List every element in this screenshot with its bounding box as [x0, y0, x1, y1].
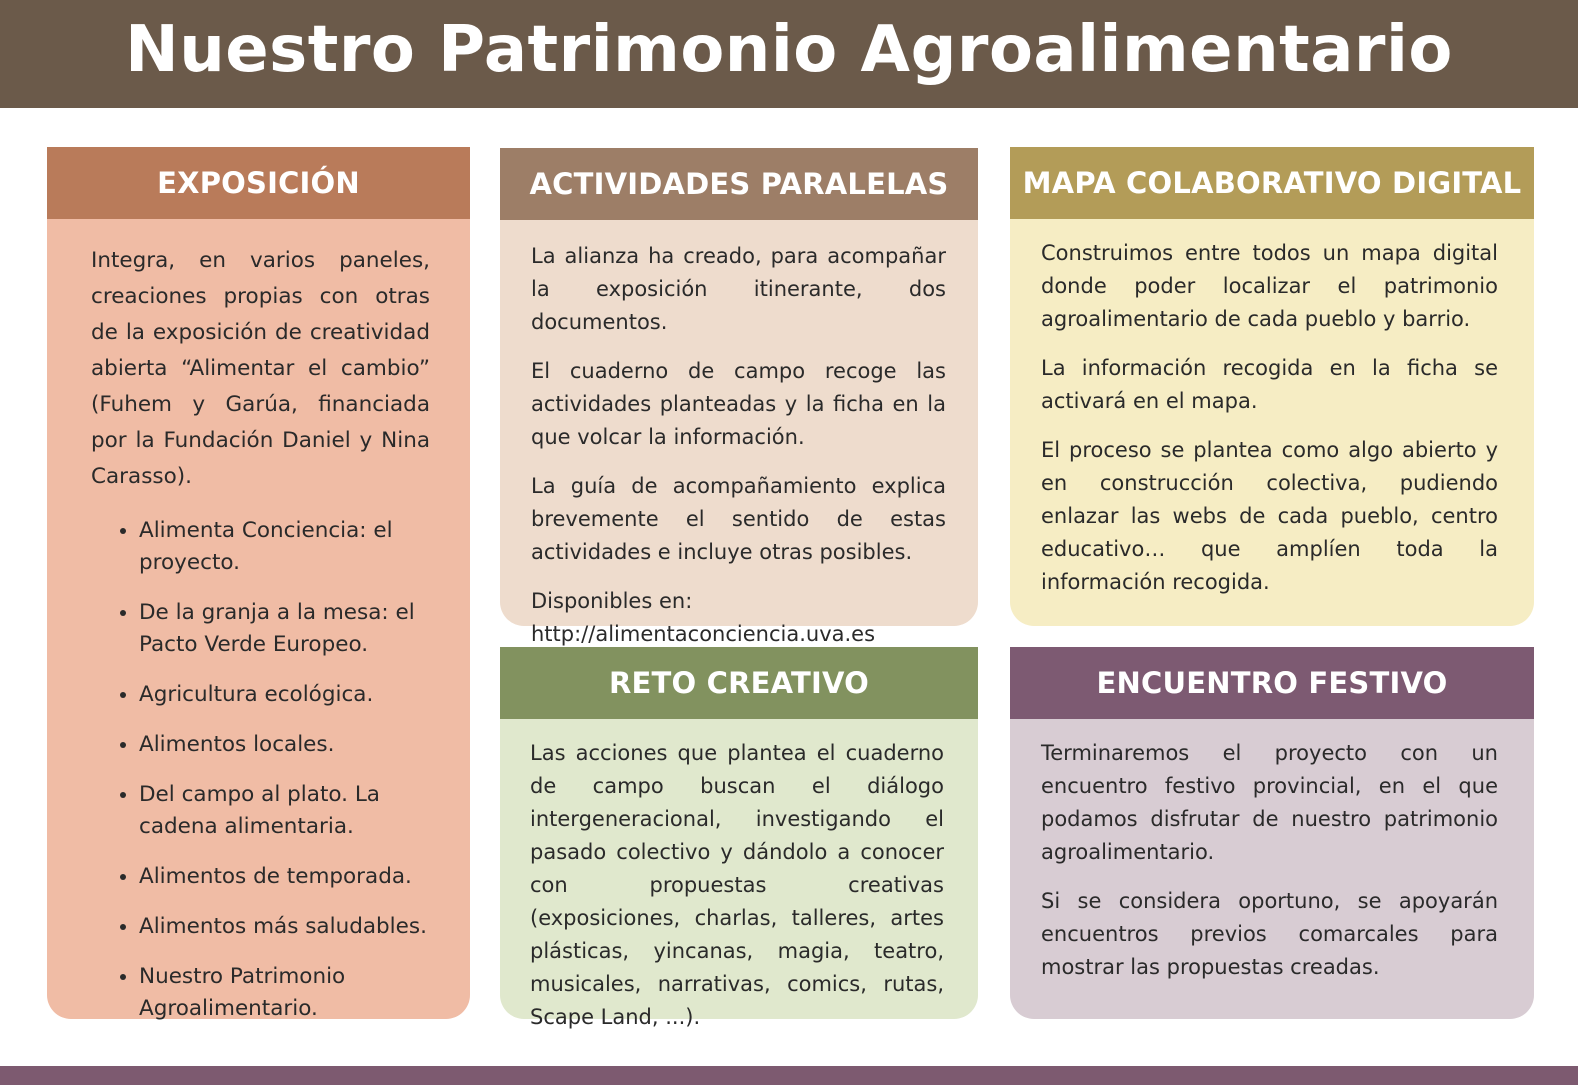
exposicion-intro: Integra, en varios paneles, creaciones propias con otras de la exposición de creatividad abierta “Alimentar el cambio” (Fuhem y Garúa, financiada por la Fundación Daniel y Nina Carasso). — [91, 248, 430, 489]
encuentro-paragraph-2: Si se considera oportuno, se apoyarán encuentros previos comarcales para mostrar las propuestas creadas. — [1041, 889, 1498, 979]
card-mapa — [1010, 147, 1534, 626]
card-reto-body — [500, 719, 978, 1034]
card-actividades-heading: ACTIVIDADES PARALELAS — [500, 148, 978, 220]
list-item: • Agricultura ecológica. — [139, 679, 430, 711]
card-exposicion-body — [47, 219, 470, 1025]
exposicion-list — [91, 515, 430, 1025]
card-mapa-heading: MAPA COLABORATIVO DIGITAL — [1010, 147, 1534, 219]
availability-url[interactable]: http://alimentaconciencia.uva.es — [531, 622, 876, 646]
list-item: • Alimentos de temporada. — [139, 861, 430, 893]
card-reto — [500, 647, 978, 1029]
card-encuentro-heading: ENCUENTRO FESTIVO — [1010, 647, 1534, 719]
card-mapa-body — [1010, 219, 1534, 599]
card-exposicion-heading: EXPOSICIÓN — [47, 147, 470, 219]
actividades-paragraph-3: La guía de acompañamiento explica brevemente el sentido de estas actividades e incluye otras posibles. — [531, 474, 946, 564]
list-item: • Alimentos locales. — [139, 729, 430, 761]
card-actividades — [500, 148, 978, 646]
footer-bar — [0, 1066, 1578, 1085]
availability-label: Disponibles en: — [531, 589, 693, 613]
list-item: • De la granja a la mesa: el Pacto Verde Europeo. — [139, 597, 430, 661]
mapa-paragraph-1: Construimos entre todos un mapa digital donde poder localizar el patrimonio agroalimentario de cada pueblo y barrio. — [1041, 241, 1498, 331]
card-reto-heading: RETO CREATIVO — [500, 647, 978, 719]
page-header — [0, 0, 1578, 108]
mapa-paragraph-3: El proceso se plantea como algo abierto y en construcción colectiva, pudiendo enlazar las webs de cada pueblo, centro educativo… que amplíen toda la información recogida. — [1041, 438, 1498, 594]
encuentro-paragraph-1: Terminaremos el proyecto con un encuentro festivo provincial, en el que podamos disfrutar de nuestro patrimonio agroalimentario. — [1041, 741, 1498, 864]
mapa-paragraph-2: La información recogida en la ficha se activará en el mapa. — [1041, 356, 1498, 413]
list-item: • Alimenta Conciencia: el proyecto. — [139, 515, 430, 579]
actividades-paragraph-1: La alianza ha creado, para acompañar la exposición itinerante, dos documentos. — [531, 244, 946, 334]
card-exposicion — [47, 147, 470, 1019]
reto-paragraph-1: Las acciones que plantea el cuaderno de campo buscan el diálogo intergeneracional, investigando el pasado colectivo y dándolo a conocer con propuestas creativas (exposiciones, charlas, talleres, artes plásticas, yincanas, magia, teatro, musicales, narrativas, comics, rutas, Scape Land, ...). — [530, 741, 944, 1029]
list-item: • Nuestro Patrimonio Agroalimentario. — [139, 961, 430, 1025]
card-encuentro-body — [1010, 719, 1534, 984]
actividades-paragraph-2: El cuaderno de campo recoge las actividades planteadas y la ficha en la que volcar la información. — [531, 359, 946, 449]
list-item: • Alimentos más saludables. — [139, 911, 430, 943]
page-title: Nuestro Patrimonio Agroalimentario — [125, 13, 1453, 87]
actividades-availability — [531, 585, 946, 651]
card-actividades-body — [500, 220, 978, 651]
card-encuentro — [1010, 647, 1534, 1019]
list-item: • Del campo al plato. La cadena alimentaria. — [139, 779, 430, 843]
